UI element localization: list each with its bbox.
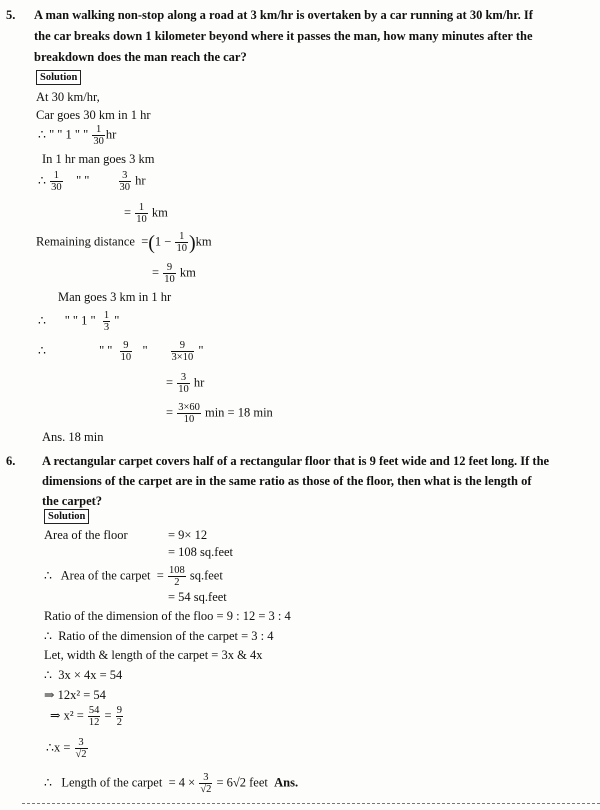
q6-step-9: ⇒ 12x² = 54 (44, 688, 106, 702)
q5-step-13: = $\frac{3\times 60}{10}$ min = 18 min (166, 402, 273, 426)
q6-step-10: ⇒ x² = $\frac{54}{12}$ = $\frac{9}{2}$ (50, 705, 122, 729)
q6-step-8: ∴ 3x × 4x = 54 (44, 668, 123, 682)
q5-step-12: = $\frac{3}{10}$ hr (166, 372, 205, 396)
question-6-line-1: A rectangular carpet covers half of a rectangular floor that is 9 feet wide and 12 feet long. If the (42, 454, 550, 468)
q6-step-6: ∴ Ratio of the dimension of the carpet = 3 : 4 (44, 629, 274, 643)
q5-step-3-prefix: ∴ " " 1 " " (38, 127, 89, 142)
fraction: $\frac{9}{3\times 10}$ (171, 340, 194, 364)
fraction: $\frac{3}{10}$ (178, 372, 189, 396)
q6-step-7: Let, width & length of the carpet = 3x & 4x (44, 648, 263, 662)
q6-step-2-value: = 108 sq.feet (168, 545, 234, 559)
q5-step-2: Car goes 30 km in 1 hr (36, 108, 151, 122)
fraction: $\frac{9}{2}$ (116, 705, 122, 729)
question-5-line-1: A man walking non-stop along a road at 3 km/hr is overtaken by a car running at 30 km/hr. If (34, 8, 533, 22)
q5-step-8: = $\frac{9}{10}$ km (152, 262, 196, 286)
q5-step-4: In 1 hr man goes 3 km (42, 152, 155, 166)
fraction: $\frac{108}{2}$ (168, 565, 185, 589)
question-5-line-3: breakdown does the man reach the car? (34, 50, 247, 64)
solution-label-q5: Solution (36, 70, 81, 85)
q5-step-10: ∴ " " 1 " $\frac{1}{3}$ " (38, 310, 120, 334)
q6-step-4-value: = 54 sq.feet (168, 590, 227, 604)
fraction: $\frac{1}{3}$ (103, 310, 110, 334)
q5-step-1: At 30 km/hr, (36, 90, 100, 104)
question-5-line-2: the car breaks down 1 kilometer beyond where it passes the man, how many minutes after the (34, 29, 533, 43)
fraction: $\frac{3\times 60}{10}$ (178, 402, 200, 426)
q6-step-5: Ratio of the dimension of the floo = 9 : 12 = 3 : 4 (44, 609, 291, 623)
q5-step-6: = $\frac{1}{10}$ km (124, 202, 168, 226)
fraction: $\frac{1}{10}$ (136, 202, 147, 226)
q5-step-5: ∴ $\frac{1}{30}$ " " $\frac{3}{30}$ hr (38, 170, 146, 194)
q6-step-12: ∴ Length of the carpet = 4 × $\frac{3}{√2}$ = 6√2 feet Ans. (44, 772, 299, 796)
question-6-number: 6. (6, 454, 16, 468)
fraction: $\frac{3}{√2}$ (200, 772, 212, 796)
q5-step-3: ∴ " " 1 " " $\frac{1}{30}$ hr (38, 124, 117, 148)
q6-step-1-label: Area of the floor (44, 528, 128, 542)
question-5-number: 5. (6, 8, 16, 22)
footer-divider (22, 803, 600, 804)
q5-step-7: Remaining distance =(1 − $\frac{1}{10}$ )km (36, 231, 212, 255)
q5-step-11: ∴ " " $\frac{9}{10}$ " $\frac{9}{3\times 10}$ " (38, 340, 204, 364)
fraction: $\frac{54}{12}$ (88, 705, 100, 729)
fraction: $\frac{1}{10}$ (176, 231, 187, 255)
fraction: $\frac{1}{30}$ (51, 170, 62, 194)
fraction: $\frac{3}{√2}$ (75, 737, 87, 761)
q5-answer: Ans. 18 min (42, 430, 104, 444)
q6-step-11: ∴x = $\frac{3}{√2}$ (46, 737, 87, 761)
fraction: $\frac{9}{10}$ (164, 262, 175, 286)
q6-step-3: ∴ Area of the carpet = $\frac{108}{2}$ sq.feet (44, 565, 223, 589)
q6-step-1-value: = 9× 12 (168, 528, 208, 542)
question-6-line-3: the carpet? (42, 494, 103, 508)
q5-step-9: Man goes 3 km in 1 hr (58, 290, 172, 304)
solution-label-q6: Solution (44, 509, 89, 524)
therefore-icon: ∴ (38, 173, 46, 188)
question-6-line-2: dimensions of the carpet are in the same ratio as those of the floor, then what is the length of (42, 474, 532, 488)
fraction: $\frac{9}{10}$ (120, 340, 132, 364)
fraction: $\frac{1}{30}$ (93, 124, 104, 148)
fraction: $\frac{3}{30}$ (119, 170, 131, 194)
